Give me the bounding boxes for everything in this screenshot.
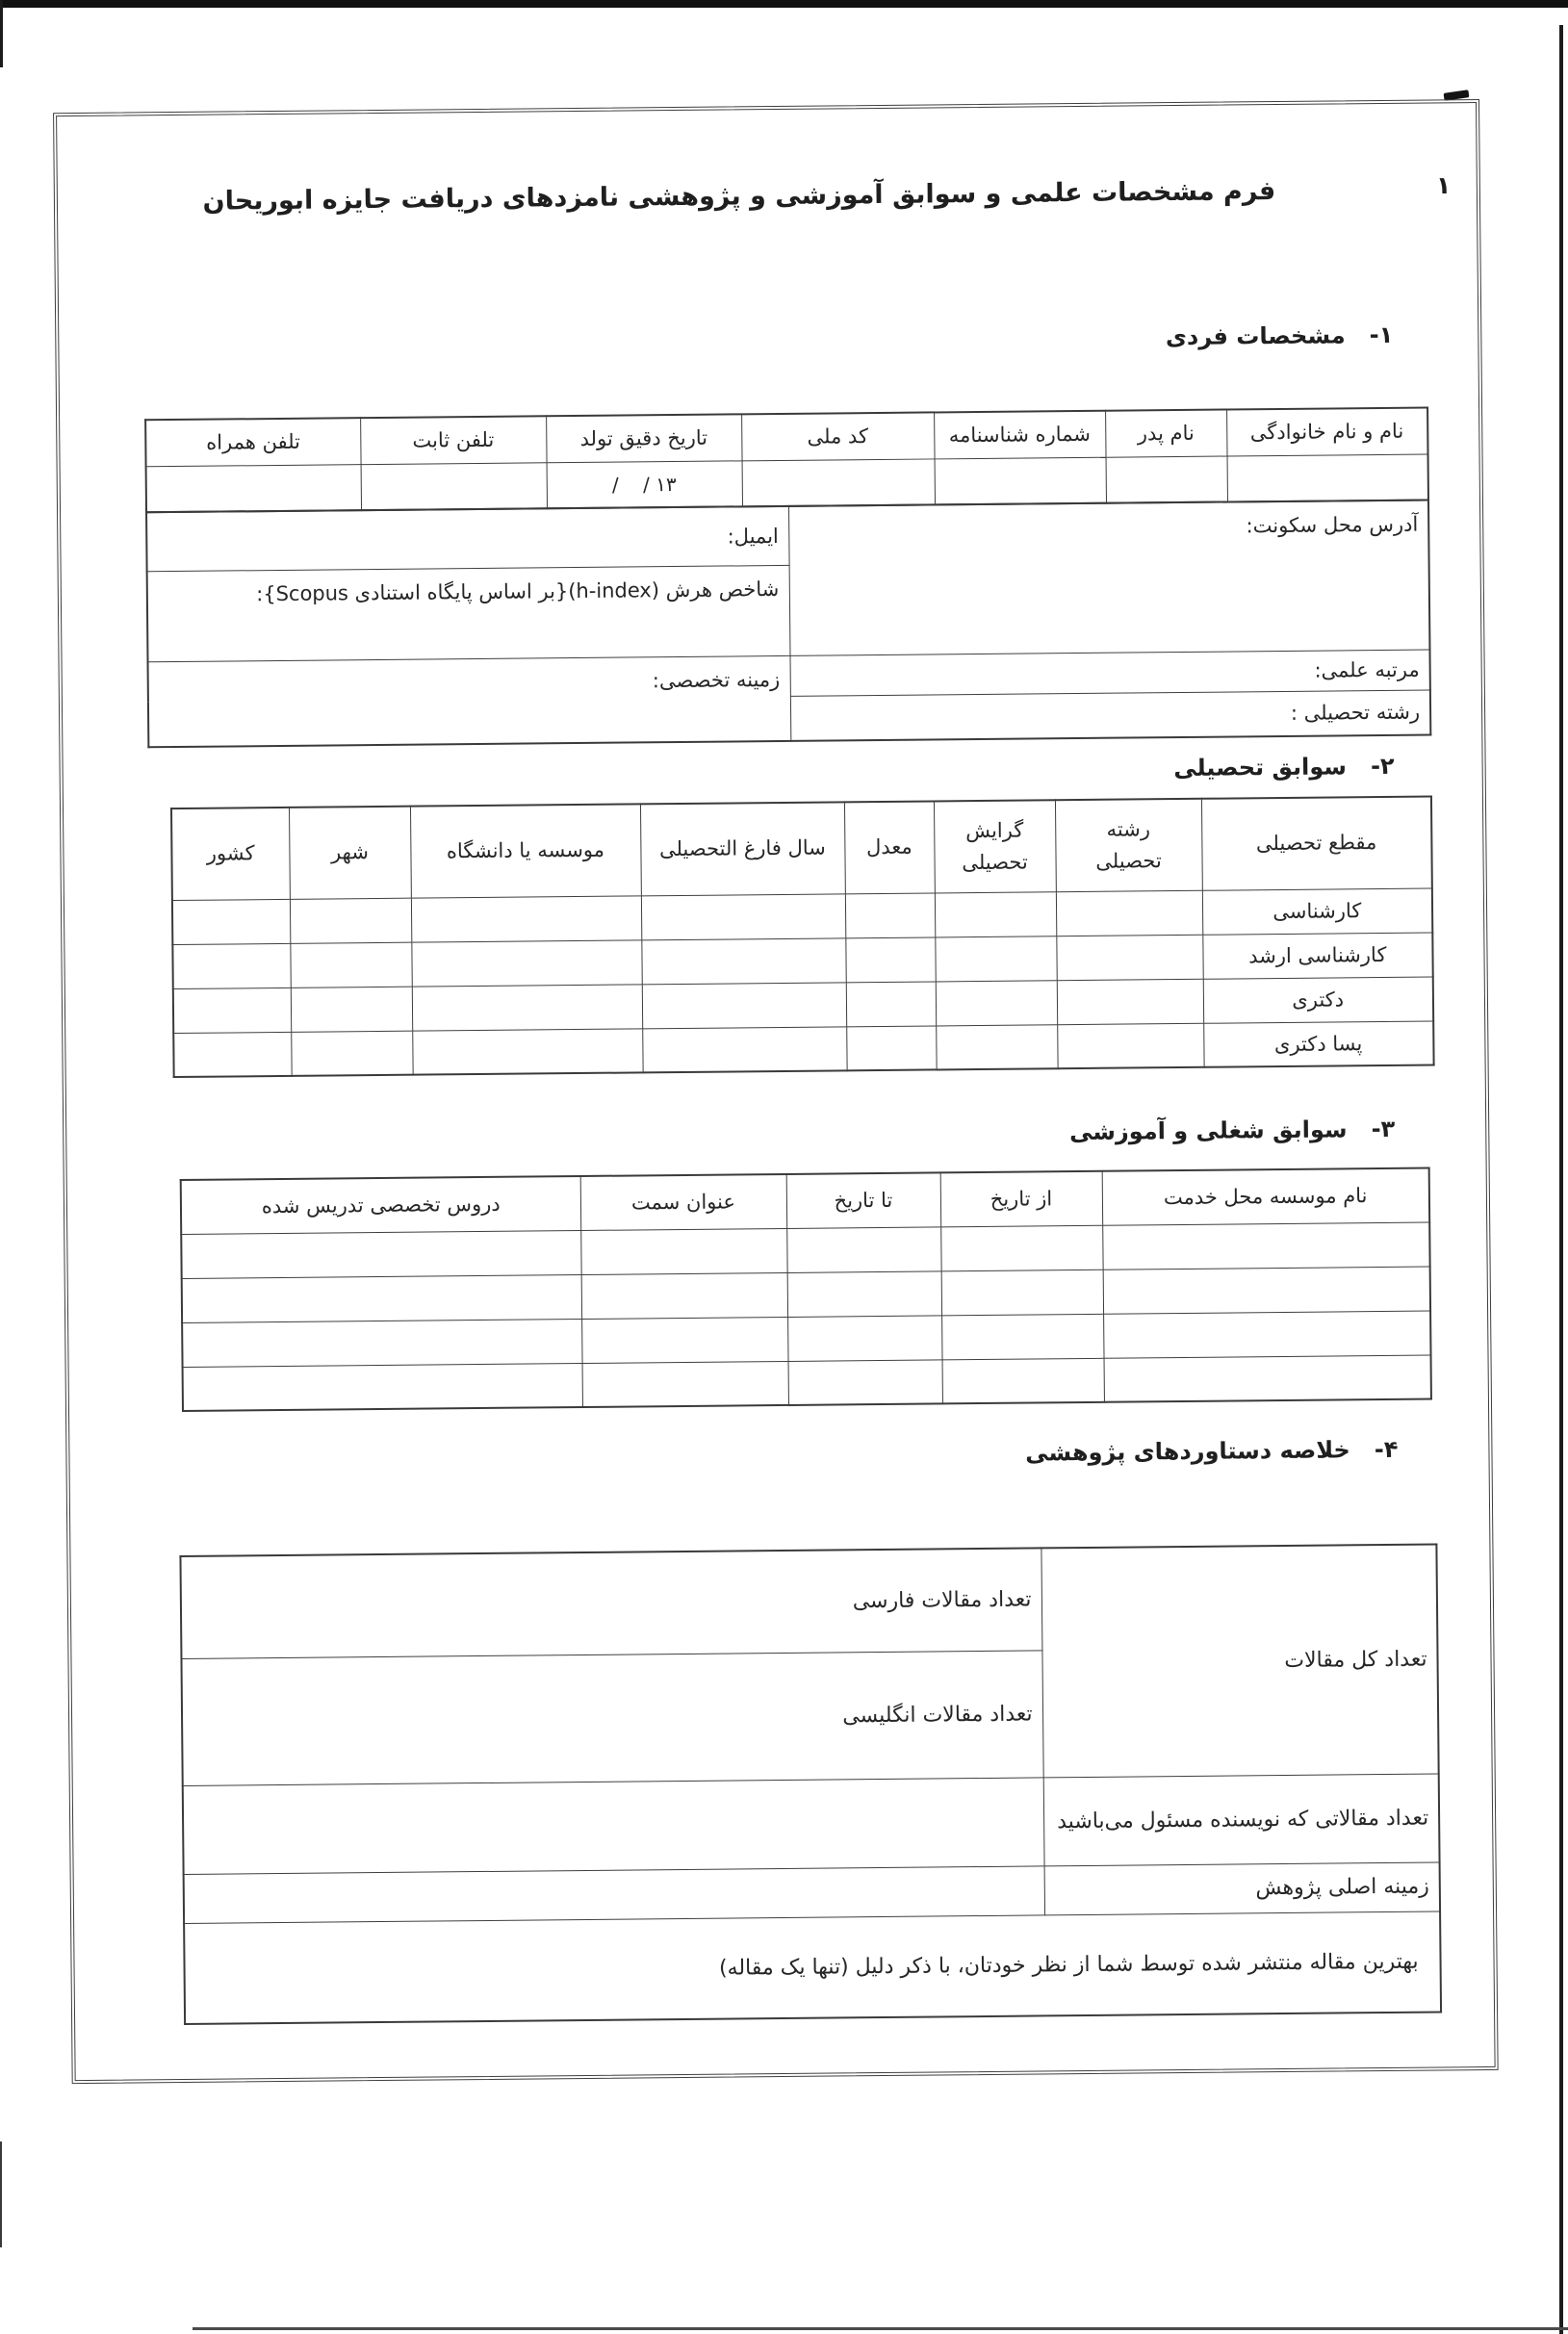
column-header-city: شهر <box>289 807 411 899</box>
empty-cell <box>1103 1267 1430 1314</box>
column-header-study-field: رشته تحصیلی <box>1055 799 1202 891</box>
empty-cell <box>290 942 411 987</box>
empty-cell <box>1104 1355 1431 1402</box>
birth-date-field: ۱۳ / / <box>547 460 742 508</box>
total-articles-label: تعداد کل مقالات <box>1041 1544 1438 1777</box>
empty-cell <box>172 943 290 988</box>
corresponding-author-label: تعداد مقالاتی که نویسنده مسئول می‌باشید <box>1043 1773 1440 1865</box>
empty-cell <box>581 1317 787 1363</box>
empty-cell <box>411 895 641 941</box>
empty-cell <box>845 892 935 937</box>
degree-label-postdoc: پسا دکتری <box>1203 1020 1433 1066</box>
empty-cell <box>941 1314 1103 1360</box>
page-number-mark: ۱ <box>1436 171 1452 199</box>
empty-cell <box>291 1031 412 1076</box>
empty-cell <box>182 1274 581 1322</box>
degree-label-phd: دکتری <box>1203 976 1433 1022</box>
scan-edge-right-line <box>1559 25 1563 2334</box>
empty-cell <box>786 1226 940 1272</box>
education-header-row <box>171 796 1432 900</box>
empty-cell <box>642 1026 846 1072</box>
column-header-workplace: نام موسسه محل خدمت <box>1102 1168 1430 1225</box>
main-research-area-label: زمینه اصلی پژوهش <box>1044 1861 1440 1914</box>
academic-rank-field: مرتبه علمی: <box>789 650 1429 696</box>
column-header-birth-date: تاریخ دقیق تولد <box>546 414 741 462</box>
personal-info-table <box>144 407 1429 514</box>
national-code-field <box>742 458 935 506</box>
degree-label-master: کارشناسی ارشد <box>1202 932 1432 978</box>
empty-cell <box>1057 1023 1203 1068</box>
empty-cell <box>936 980 1057 1025</box>
empty-cell <box>787 1270 941 1317</box>
english-articles-field: تعداد مقالات انگلیسی <box>181 1650 1042 1785</box>
empty-cell <box>580 1228 786 1274</box>
column-header-institute: موسسه یا دانشگاه <box>410 804 641 897</box>
section-heading-personal: ۱- مشخصات فردی <box>1165 321 1394 351</box>
form-sheet <box>43 90 1518 2124</box>
column-header-country: کشور <box>171 808 290 900</box>
degree-label-bachelor: کارشناسی <box>1202 887 1432 934</box>
mobile-field <box>146 464 361 512</box>
email-field: ایمیل: <box>146 506 789 571</box>
column-header-mobile: تلفن همراه <box>145 418 360 466</box>
empty-cell <box>1103 1311 1430 1358</box>
empty-cell <box>845 936 935 982</box>
address-email-row <box>146 500 1429 572</box>
education-history-table <box>170 795 1435 1078</box>
empty-cell <box>788 1359 942 1405</box>
section-heading-research: ۴- خلاصه دستاوردهای پژوهشی <box>1025 1435 1399 1467</box>
empty-cell <box>787 1315 941 1361</box>
empty-cell <box>935 891 1056 936</box>
empty-cell <box>935 936 1056 981</box>
address-field: آدرس محل سکونت: <box>788 500 1429 655</box>
empty-cell <box>642 982 846 1028</box>
field-of-study-field: رشته تحصیلی : <box>790 690 1430 741</box>
research-row-corresponding <box>183 1773 1440 1874</box>
empty-cell <box>290 898 411 943</box>
scan-edge-top-bar <box>0 0 1568 8</box>
personal-info-table-lower <box>145 500 1431 749</box>
specialty-area-field: زمینه تخصصی: <box>148 655 791 747</box>
empty-cell <box>936 1024 1057 1069</box>
empty-cell <box>641 893 845 939</box>
research-row-total-persian <box>180 1544 1437 1658</box>
empty-cell <box>942 1358 1104 1404</box>
corresponding-author-field <box>183 1777 1044 1874</box>
column-header-study-branch: گرایش تحصیلی <box>934 800 1056 892</box>
empty-cell <box>940 1225 1102 1271</box>
column-header-gpa: معدل <box>844 801 935 893</box>
column-header-from-date: از تاریخ <box>940 1171 1103 1227</box>
empty-cell <box>582 1361 788 1407</box>
empty-cell <box>182 1319 581 1367</box>
scan-edge-bottom-line <box>193 2327 1568 2330</box>
main-research-area-field <box>184 1865 1044 1923</box>
column-header-national-code: کد ملی <box>741 412 934 460</box>
h-index-field: شاخص هرش (h-index){بر اساس پایگاه استنادی Scopus}: <box>147 565 790 661</box>
persian-articles-field: تعداد مقالات فارسی <box>180 1548 1041 1658</box>
empty-cell <box>1056 890 1202 936</box>
column-header-id-number: شماره شناسنامه <box>934 411 1105 459</box>
column-header-landline: تلفن ثابت <box>360 416 546 464</box>
empty-cell <box>172 899 290 944</box>
empty-cell <box>846 1025 936 1070</box>
empty-cell <box>412 984 642 1030</box>
form-title: فرم مشخصات علمی و سوابق آموزشی و پژوهشی نامزدهای دریافت جایزه ابوریحان <box>202 176 1276 217</box>
best-article-field: بهترین مقاله منتشر شده توسط شما از نظر خودتان، با ذکر دلیل (تنها یک مقاله) <box>184 1911 1441 2024</box>
empty-cell <box>291 987 412 1032</box>
empty-cell <box>581 1272 787 1319</box>
full-name-field <box>1227 454 1428 502</box>
empty-cell <box>173 987 291 1033</box>
empty-cell <box>1057 979 1203 1024</box>
empty-cell <box>183 1363 582 1411</box>
empty-cell <box>846 981 936 1026</box>
empty-cell <box>173 1032 291 1077</box>
employment-history-table <box>180 1167 1432 1412</box>
father-name-field <box>1106 456 1227 503</box>
empty-cell <box>411 939 641 986</box>
id-number-field <box>935 457 1106 505</box>
scan-edge-left-top <box>0 0 3 67</box>
column-header-degree-level: مقطع تحصیلی <box>1201 796 1432 889</box>
section-heading-employment: ۳- سوابق شغلی و آموزشی <box>1068 1115 1396 1146</box>
column-header-father-name: نام پدر <box>1105 410 1226 457</box>
empty-cell <box>641 937 845 984</box>
column-header-full-name: نام و نام خانوادگی <box>1226 408 1427 456</box>
column-header-position-title: عنوان سمت <box>580 1174 787 1230</box>
column-header-courses-taught: دروس تخصصی تدریس شده <box>181 1176 581 1234</box>
empty-cell <box>1102 1222 1429 1270</box>
empty-cell <box>412 1028 642 1074</box>
research-row-best-article <box>184 1911 1441 2024</box>
research-summary-table <box>179 1543 1442 2025</box>
section-heading-education: ۲- سوابق تحصیلی <box>1173 752 1395 782</box>
landline-field <box>361 462 547 510</box>
column-header-graduation-year: سال فارغ التحصیلی <box>640 802 845 895</box>
scan-edge-left-bottom <box>0 2142 2 2247</box>
column-header-to-date: تا تاریخ <box>786 1172 941 1228</box>
empty-cell <box>1056 935 1202 980</box>
empty-cell <box>941 1270 1103 1316</box>
empty-cell <box>181 1230 580 1278</box>
